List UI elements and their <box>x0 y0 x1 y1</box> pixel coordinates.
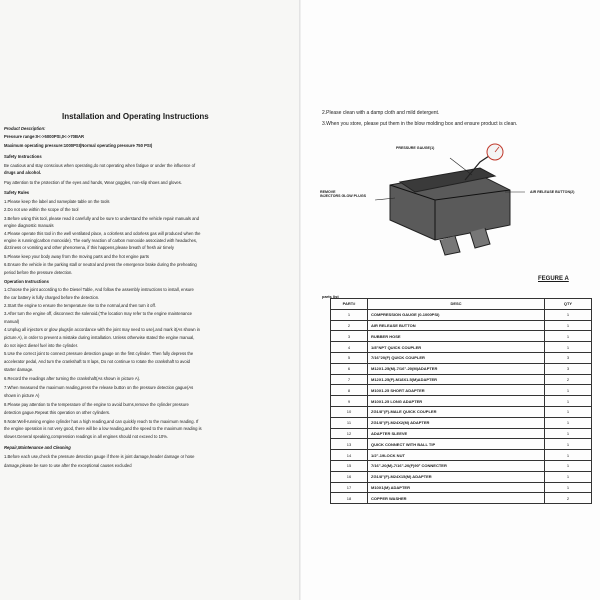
column-header-qty: QTY <box>545 299 592 310</box>
section-heading: Pressure range:0<->5000PSI,0<->70BAR <box>4 134 85 139</box>
quantity-cell: 1 <box>545 439 592 450</box>
description-cell: 1/8"NPT QUICK COUPLER <box>368 342 545 353</box>
part-number-cell: 13 <box>331 439 368 450</box>
instruction-line: 7.When measured the maximum reading,press the release button on the pressure detection gague(As <box>4 385 194 390</box>
instruction-line: Pay attention to the protection of the eyes and hands, Wear goggles, non-slip shoes and gloves. <box>4 180 183 185</box>
table-row <box>331 385 592 396</box>
gauge-label: PRESSURE GAUGE(1) <box>396 146 435 150</box>
instruction-line: 6.Record the readings after turning the crankshaft(As shown in picture A). <box>4 376 141 381</box>
part-number-cell: 6 <box>331 363 368 374</box>
instruction-line: the engine operation is not very good, there will be a low reading,and the speed to the maximum reading is <box>4 426 202 431</box>
table-row <box>331 406 592 417</box>
instruction-line: 1.Before each use,check the pressure detection gauge if there is joint damage,header damage or hose <box>4 454 195 459</box>
table-row <box>331 417 592 428</box>
table-row <box>331 482 592 493</box>
instruction-line: accelerator pedal, And turn the crankshaft to 8 laps, Do not continue to rotate the crankshaft to avoid <box>4 359 190 364</box>
description-cell: M10X1(M) ADAPTER <box>368 482 545 493</box>
quantity-cell: 3 <box>545 363 592 374</box>
description-cell: M10X1.25 SHORT ADAPTER <box>368 385 545 396</box>
quantity-cell: 1 <box>545 471 592 482</box>
column-header-part: PART# <box>331 299 368 310</box>
parts-table <box>330 298 592 504</box>
part-number-cell: 16 <box>331 471 368 482</box>
parts-list-label: parts list <box>322 294 339 299</box>
description-cell: ZG1/8"(F)-MALE QUICK COUPLER <box>368 406 545 417</box>
table-row <box>331 450 592 461</box>
instruction-line: 3.Before using this tool, please read it carefully and be sure to understand the vehicle repair manuals and <box>4 216 200 221</box>
part-number-cell: 17 <box>331 482 368 493</box>
quantity-cell: 2 <box>545 493 592 504</box>
part-number-cell: 5 <box>331 352 368 363</box>
part-number-cell: 4 <box>331 342 368 353</box>
quantity-cell: 1 <box>545 460 592 471</box>
part-number-cell: 15 <box>331 460 368 471</box>
instruction-line: 4.Please operate this tool in the well ventilated place, a colorless and odorless gas will produced when the <box>4 231 201 236</box>
section-heading: drugs and alcohol. <box>4 170 42 175</box>
description-cell: 7/16"20(F) QUICK COUPLER <box>368 352 545 363</box>
part-number-cell: 7 <box>331 374 368 385</box>
part-number-cell: 1 <box>331 309 368 320</box>
description-cell: M12X1.25(M)-7/16"-20(M)ADAPTER <box>368 363 545 374</box>
quantity-cell: 1 <box>545 385 592 396</box>
part-number-cell: 18 <box>331 493 368 504</box>
quantity-cell: 1 <box>545 342 592 353</box>
table-row <box>331 363 592 374</box>
part-number-cell: 10 <box>331 406 368 417</box>
section-heading: Safety Rules <box>4 190 30 195</box>
cleaning-step-2: 2.Please clean with a damp cloth and mild detergent. <box>322 110 440 116</box>
figure-a-diagram <box>320 140 590 270</box>
description-cell: COMPRESSION GAUGE (0-1000PSI) <box>368 309 545 320</box>
instruction-line: picture A), in order to prevent a mistake during installation. Unless otherwise stated the engine manual, <box>4 335 195 340</box>
document-title: Installation and Operating Instructions <box>62 112 209 121</box>
section-heading: Safety Instructions <box>4 154 42 159</box>
description-cell: 7/16"-20(M)-7/16"-20(F)90° CONNECTER <box>368 460 545 471</box>
quantity-cell: 1 <box>545 320 592 331</box>
instruction-line: 1.Please keep the label and nameplate table on the tools <box>4 199 110 204</box>
instruction-line: 6.Ensure the vehicle in the parking stall or neutral and press the emergence brake during the preheating <box>4 262 197 267</box>
instruction-line: detection gague.Repeat this operation on other cylinders. <box>4 410 111 415</box>
table-row <box>331 460 592 471</box>
quantity-cell: 1 <box>545 331 592 342</box>
instruction-line: 1.Choose the joint according to the Diesel Table, And follow the assembly instructions to install, ensure <box>4 287 194 292</box>
instruction-line: dizziness or vomiting and other phenomena, if this happens,please breath of fresh air timely <box>4 245 174 250</box>
instruction-line: manual) <box>4 319 20 324</box>
part-number-cell: 3 <box>331 331 368 342</box>
table-row <box>331 396 592 407</box>
instruction-line: 4.Unplug all injectors or glow plugs(in accordance with the joint may need to use),and mark it(As shown in <box>4 327 200 332</box>
instruction-line: 9.Note:Well-running engine cylinder has a high reading,and can quickly reach to the maximum reading. If <box>4 419 199 424</box>
quantity-cell: 3 <box>545 352 592 363</box>
description-cell: ADAPTER SLEEVE <box>368 428 545 439</box>
section-heading: Repair,Maintenance and Cleaning <box>4 445 71 450</box>
instruction-line: period before the pressure detection. <box>4 270 73 275</box>
instruction-line: the car battery is fully charged before the detection. <box>4 295 100 300</box>
part-number-cell: 9 <box>331 396 368 407</box>
cleaning-step-3: 3.When you store, please put them in the blow molding box and ensure product is clean. <box>322 121 518 127</box>
table-row <box>331 439 592 450</box>
description-cell: M12X1.25(F)-M18X1.5(M)ADAPTER <box>368 374 545 385</box>
table-row <box>331 309 592 320</box>
table-row <box>331 320 592 331</box>
instruction-line: starter damage. <box>4 367 34 372</box>
instruction-line: engine diagnostic manuals <box>4 223 54 228</box>
description-cell: COPPER WASHER <box>368 493 545 504</box>
part-number-cell: 12 <box>331 428 368 439</box>
table-row <box>331 493 592 504</box>
quantity-cell: 1 <box>545 417 592 428</box>
instruction-line: shown in picture A) <box>4 393 40 398</box>
quantity-cell: 1 <box>545 396 592 407</box>
instruction-line: 2.Start the engine to ensure the temperature rise to the normal,and then turn it off. <box>4 303 156 308</box>
part-number-cell: 8 <box>331 385 368 396</box>
table-row <box>331 331 592 342</box>
column-header-desc: DESC <box>368 299 545 310</box>
instruction-line: 5.Please keep your body away from the moving parts and the hot engine parts <box>4 254 150 259</box>
instruction-line: engine is running(carbon monoxide). The early reaction of carbon monoxide associated with headaches, <box>4 238 198 243</box>
remove-injectors-label: REMOVE INJECTORS GLOW PLUGS <box>320 190 367 199</box>
description-cell: QUICK CONNECT WITH BALL TIP <box>368 439 545 450</box>
quantity-cell: 1 <box>545 428 592 439</box>
instruction-line: 3.After turn the engine off, disconnect the solenoid.(The location may refer to the engine maintenance <box>4 311 193 316</box>
instruction-line: Be cautious and stay conscious when operating,do not operating when fatigue or under the influence of <box>4 163 196 168</box>
figure-label: FEGURE A <box>538 276 569 282</box>
description-cell: ZG1/8"(F)-M24X15(M) ADAPTER <box>368 471 545 482</box>
engine-block-icon <box>320 140 590 270</box>
table-row <box>331 342 592 353</box>
section-heading: Operation Instructions <box>4 279 49 284</box>
description-cell: ZG1/8"(F)-M24X2(M) ADAPTER <box>368 417 545 428</box>
part-number-cell: 11 <box>331 417 368 428</box>
page-spine <box>299 0 301 600</box>
section-heading: Maximum operating pressure:1000PSI(Normal operating pressure 750 PSI) <box>4 143 153 148</box>
quantity-cell: 1 <box>545 450 592 461</box>
part-number-cell: 2 <box>331 320 368 331</box>
description-cell: AIR RELEASE BUTTON <box>368 320 545 331</box>
table-row <box>331 374 592 385</box>
instruction-line: 2.Do not use within the scope of the tool <box>4 207 79 212</box>
section-heading: Product Description: <box>4 126 46 131</box>
air-release-label: AIR RELEASE BUTTON(2) <box>530 190 575 194</box>
quantity-cell: 1 <box>545 309 592 320</box>
description-cell: RUBBER HOSE <box>368 331 545 342</box>
table-row <box>331 428 592 439</box>
instruction-line: slower.General speaking,compression readings in all engines should not exceed to 10%. <box>4 434 169 439</box>
table-row <box>331 471 592 482</box>
description-cell: 1/2"-19LOCK NUT <box>368 450 545 461</box>
description-cell: M10X1.25 LONG ADAPTER <box>368 396 545 407</box>
instruction-line: do not inject diesel fuel into the cylinder. <box>4 343 79 348</box>
quantity-cell: 1 <box>545 406 592 417</box>
pressure-gauge-icon <box>487 144 503 160</box>
instruction-line: 8.Please pay attention to the temperature of the engine to avoid burns,remove the cylinder pressure <box>4 402 189 407</box>
instruction-line: damage,please be sure to use after the exceptional causes excluded <box>4 463 132 468</box>
part-number-cell: 14 <box>331 450 368 461</box>
table-row <box>331 352 592 363</box>
quantity-cell: 1 <box>545 482 592 493</box>
instruction-line: 5.Use the correct joint to connect pressure detection gauge on the first cylinder. Then fully depress the <box>4 351 194 356</box>
quantity-cell: 2 <box>545 374 592 385</box>
